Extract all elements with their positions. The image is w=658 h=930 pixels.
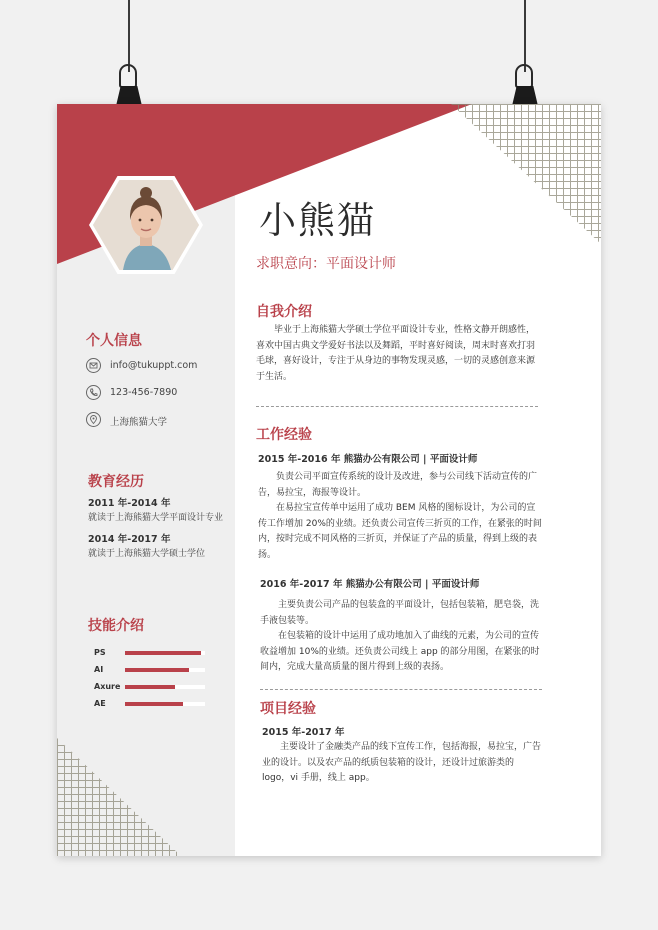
skill-bar-track xyxy=(125,668,205,672)
education-desc-1: 就读于上海熊猫大学平面设计专业 xyxy=(88,513,224,523)
about-line: 喜欢中国古典文学爱好书法以及舞蹈，平时喜好阅读，周末时喜欢打羽 xyxy=(256,340,536,351)
about-line: 毕业于上海熊猫大学硕士学位平面设计专业，性格文静开朗感性， xyxy=(274,325,536,335)
project-years: 2015 年-2017 年 xyxy=(262,727,345,738)
project-line: 业的设计。以及农产品的纸质包装箱的设计，还设计过旅游类的 xyxy=(262,757,515,768)
job-line: 间内，完成大量高质量的图片得到上级的表扬。 xyxy=(260,662,450,672)
education-years-1: 2011 年-2014 年 xyxy=(88,498,171,509)
job-line: 在易拉宝宣传单中运用了成功 BEM 风格的图标设计，为公司的宣 xyxy=(276,503,536,513)
skill-bar-fill xyxy=(125,685,175,689)
job-line: 扬。 xyxy=(258,549,277,560)
binder-clip-right xyxy=(512,64,538,108)
skill-bar-fill xyxy=(125,702,183,706)
job-line: 传工作增加 20%的业绩。还负责公司宣传三折页的工作，在紧张的时间 xyxy=(258,518,542,529)
skill-name: PS xyxy=(94,648,106,657)
skill-bar-fill xyxy=(125,668,189,672)
hanging-wire-left xyxy=(128,0,130,72)
job-text-2 xyxy=(260,598,552,676)
about-title: 自我介绍 xyxy=(256,304,312,320)
about-line: 毛球，喜好设计，专注于从身边的事物发现灵感，一切的灵感创意来源 xyxy=(256,356,536,366)
education-desc-2: 就读于上海熊猫大学硕士学位 xyxy=(88,549,206,559)
personal-info-title: 个人信息 xyxy=(86,333,142,349)
project-text xyxy=(262,740,554,787)
job-line: 手液包装等。 xyxy=(260,615,315,626)
education-years-2: 2014 年-2017 年 xyxy=(88,534,171,545)
education-title: 教育经历 xyxy=(88,474,144,490)
section-divider xyxy=(256,406,538,407)
skill-bar-track xyxy=(125,651,205,655)
section-divider xyxy=(260,689,542,690)
skill-name: AE xyxy=(94,699,106,708)
phone-icon xyxy=(86,385,101,400)
grid-pattern-top-right xyxy=(451,104,601,244)
resume-sheet xyxy=(57,104,601,856)
job-line: 负责公司平面宣传系统的设计及改进，参与公司线下活动宣传的广 xyxy=(276,472,538,482)
location-icon xyxy=(86,412,101,427)
candidate-name: 小熊猫 xyxy=(259,199,376,242)
contact-school: 上海熊猫大学 xyxy=(110,417,168,428)
skill-bar-track xyxy=(125,702,205,706)
skill-name: AI xyxy=(94,665,104,674)
job-text-1 xyxy=(258,470,550,563)
skill-name: Axure xyxy=(94,682,121,691)
job-line: 内，按时完成不同风格的三折页，并保证了产品的质量，得到上级的表 xyxy=(258,534,538,544)
job-line: 告，易拉宝，海报等设计。 xyxy=(258,487,367,498)
mail-icon xyxy=(86,358,101,373)
contact-email: info@tukuppt.com xyxy=(110,360,198,371)
contact-phone: 123-456-7890 xyxy=(110,387,178,398)
job-line: 收益增加 10%的业绩。还负责公司线上 app 的部分用图，在紧张的时 xyxy=(260,646,540,657)
job-line: 在包装箱的设计中运用了成功地加入了曲线的元素，为公司的宣传 xyxy=(278,631,540,641)
about-line: 于生活。 xyxy=(256,371,293,382)
skill-bar-track xyxy=(125,685,205,689)
project-line: 主要设计了金融类产品的线下宣传工作，包括海报，易拉宝，广告 xyxy=(280,742,542,752)
job-heading-2: 2016 年-2017 年 熊猫办公有限公司 | 平面设计师 xyxy=(260,579,480,590)
job-line: 主要负责公司产品的包装盒的平面设计，包括包装箱，肥皂袋，洗 xyxy=(278,600,540,610)
job-heading-1: 2015 年-2016 年 熊猫办公有限公司 | 平面设计师 xyxy=(258,454,478,465)
project-line: logo，vi 手册，线上 app。 xyxy=(262,773,375,783)
project-title: 项目经验 xyxy=(260,701,316,717)
skills-title: 技能介绍 xyxy=(88,618,144,634)
hanging-wire-right xyxy=(524,0,526,72)
skill-bar-fill xyxy=(125,651,201,655)
work-title: 工作经验 xyxy=(256,427,312,443)
job-intent: 求职意向：平面设计师 xyxy=(256,256,396,272)
avatar xyxy=(93,180,199,270)
binder-clip-left xyxy=(116,64,142,108)
about-text xyxy=(256,323,546,385)
